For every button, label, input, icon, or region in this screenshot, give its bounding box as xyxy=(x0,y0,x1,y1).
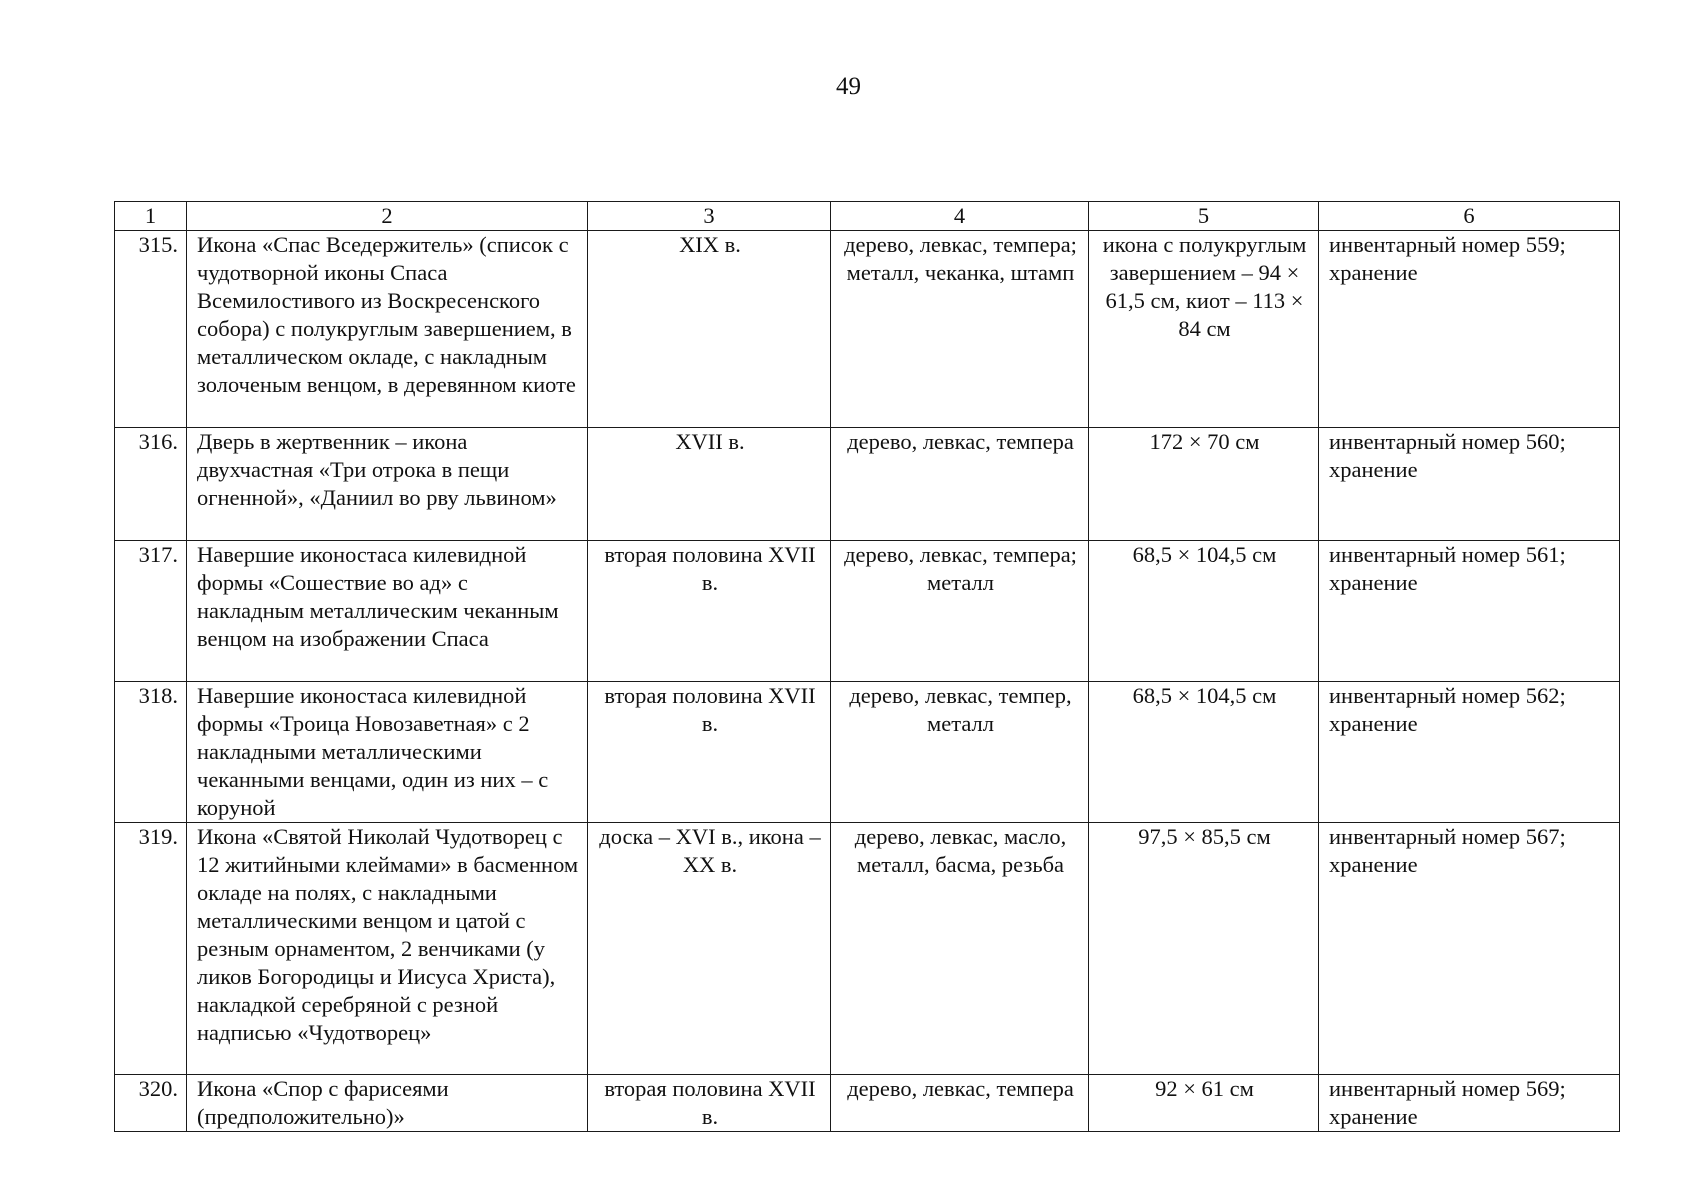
item-name: Дверь в жертвенник – икона двухчастная «Три отрока в пещи огненной», «Даниил во рву львином» xyxy=(187,428,588,541)
item-date: доска – XVI в., икона – XX в. xyxy=(588,823,831,1075)
item-date: вторая половина XVII в. xyxy=(588,682,831,823)
header-col-6: 6 xyxy=(1319,202,1620,231)
row-number: 319. xyxy=(115,823,187,1075)
item-name: Икона «Спор с фарисеями (предположительно)» xyxy=(187,1075,588,1132)
item-material: дерево, левкас, темпера; металл, чеканка, штамп xyxy=(831,231,1089,428)
item-material: дерево, левкас, темпер, металл xyxy=(831,682,1089,823)
row-number: 320. xyxy=(115,1075,187,1132)
item-note: инвентарный номер 559; хранение xyxy=(1319,231,1620,428)
page-number: 49 xyxy=(836,73,861,100)
header-col-5: 5 xyxy=(1089,202,1319,231)
item-name: Навершие иконостаса килевидной формы «Сошествие во ад» с накладным металлическим чеканным венцом на изображении Спаса xyxy=(187,541,588,682)
header-col-3: 3 xyxy=(588,202,831,231)
item-size: 172 × 70 см xyxy=(1089,428,1319,541)
item-note: инвентарный номер 562; хранение xyxy=(1319,682,1620,823)
item-name: Икона «Святой Николай Чудотворец с 12 житийными клеймами» в басменном окладе на полях, с накладными металлическими венцом и цатой с резным орнаментом, 2 венчиками (у ликов Богородицы и Иисуса Христа), накладкой серебряной с резной надписью «Чудотворец» xyxy=(187,823,588,1075)
header-row xyxy=(115,202,1620,231)
item-date: XIX в. xyxy=(588,231,831,428)
item-note: инвентарный номер 567; хранение xyxy=(1319,823,1620,1075)
table-row xyxy=(115,823,1620,1075)
table-row xyxy=(115,1075,1620,1132)
table-row xyxy=(115,428,1620,541)
item-material: дерево, левкас, темпера xyxy=(831,428,1089,541)
row-number: 315. xyxy=(115,231,187,428)
item-size: 68,5 × 104,5 см xyxy=(1089,541,1319,682)
row-number: 317. xyxy=(115,541,187,682)
item-note: инвентарный номер 560; хранение xyxy=(1319,428,1620,541)
table-row xyxy=(115,231,1620,428)
item-date: XVII в. xyxy=(588,428,831,541)
item-note: инвентарный номер 561; хранение xyxy=(1319,541,1620,682)
item-material: дерево, левкас, темпера xyxy=(831,1075,1089,1132)
table-body xyxy=(115,231,1620,1132)
item-material: дерево, левкас, темпера; металл xyxy=(831,541,1089,682)
registry-table xyxy=(114,201,1620,1132)
item-size: икона с полукруглым завершением – 94 × 61,5 см, киот – 113 × 84 см xyxy=(1089,231,1319,428)
table-header xyxy=(115,202,1620,231)
item-date: вторая половина XVII в. xyxy=(588,1075,831,1132)
item-note: инвентарный номер 569; хранение xyxy=(1319,1075,1620,1132)
item-size: 92 × 61 см xyxy=(1089,1075,1319,1132)
table-row xyxy=(115,682,1620,823)
header-col-1: 1 xyxy=(115,202,187,231)
item-material: дерево, левкас, масло, металл, басма, резьба xyxy=(831,823,1089,1075)
table-row xyxy=(115,541,1620,682)
item-date: вторая половина XVII в. xyxy=(588,541,831,682)
item-size: 68,5 × 104,5 см xyxy=(1089,682,1319,823)
item-name: Икона «Спас Вседержитель» (список с чудотворной иконы Спаса Всемилостивого из Воскресенского собора) с полукруглым завершением, в металлическом окладе, с накладным золоченым венцом, в деревянном киоте xyxy=(187,231,588,428)
row-number: 316. xyxy=(115,428,187,541)
header-col-2: 2 xyxy=(187,202,588,231)
item-size: 97,5 × 85,5 см xyxy=(1089,823,1319,1075)
item-name: Навершие иконостаса килевидной формы «Троица Новозаветная» с 2 накладными металлическими чеканными венцами, один из них – с коруной xyxy=(187,682,588,823)
row-number: 318. xyxy=(115,682,187,823)
header-col-4: 4 xyxy=(831,202,1089,231)
